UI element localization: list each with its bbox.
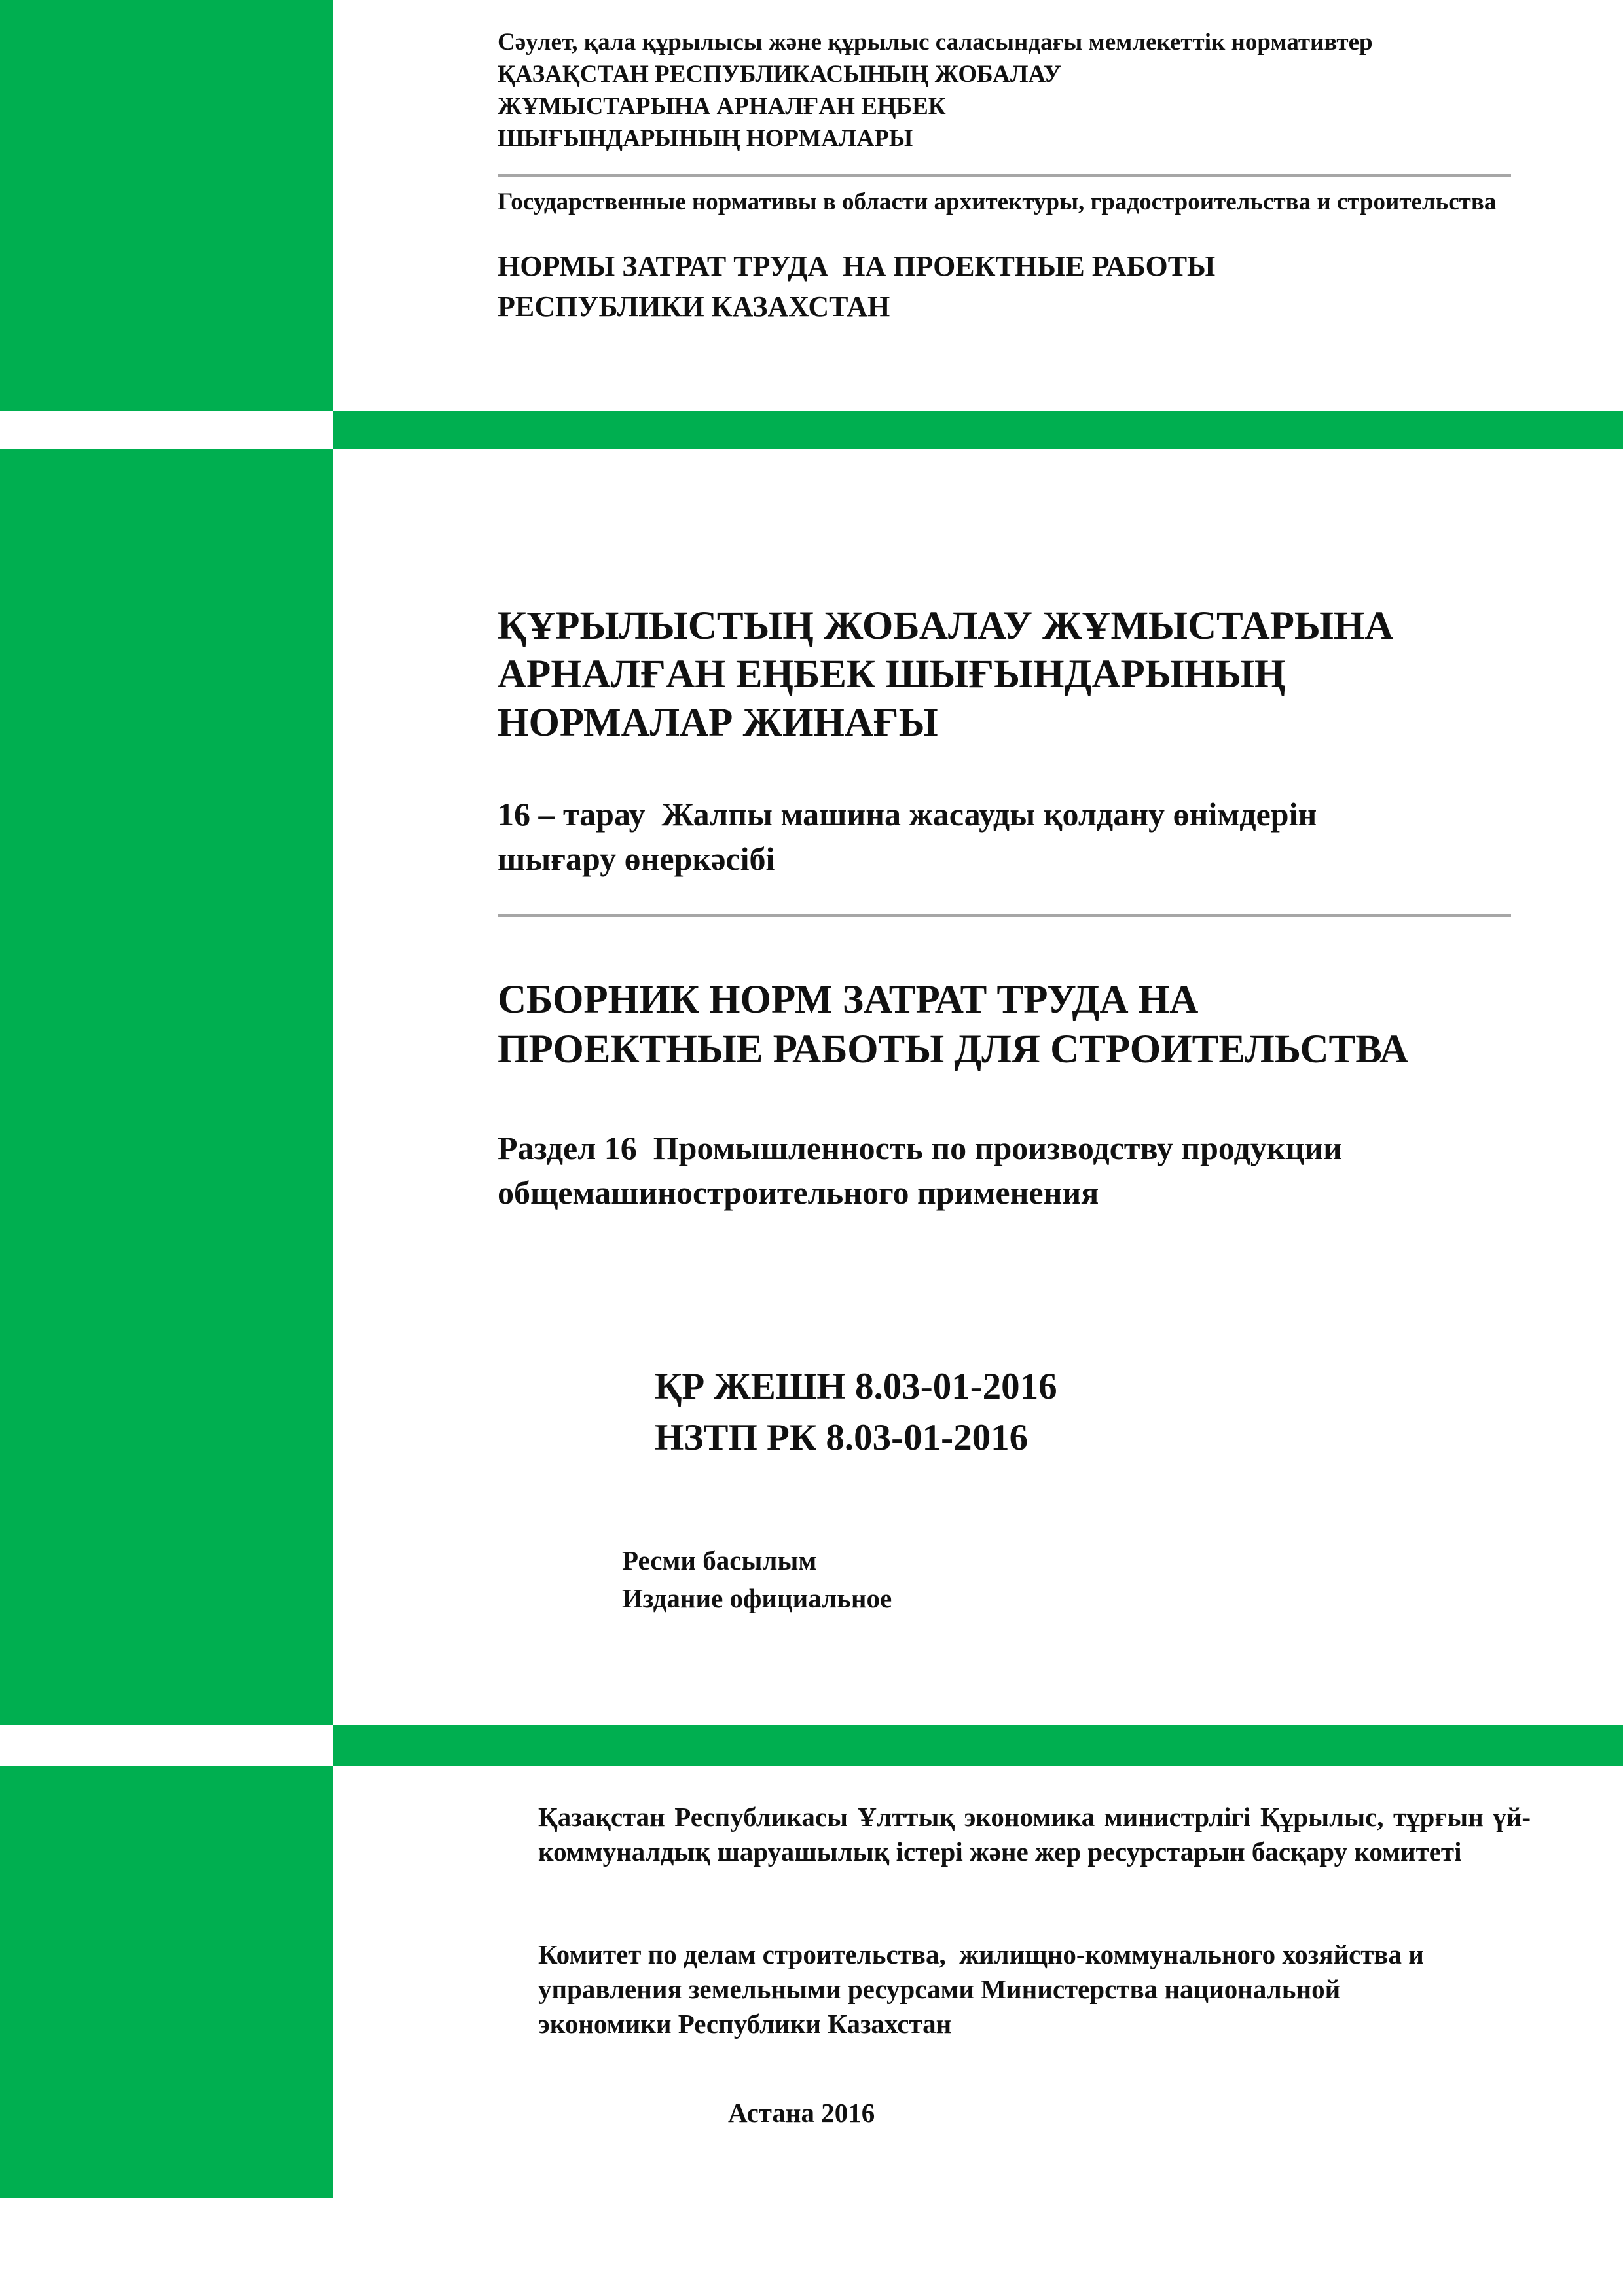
city-year: Астана 2016 xyxy=(728,2098,875,2128)
edition-label-ru: Издание официальное xyxy=(622,1583,892,1613)
main-title-kz-line: НОРМАЛАР ЖИНАҒЫ xyxy=(498,701,938,745)
green-block-middle-left xyxy=(0,449,333,1725)
edition-label-kz: Ресми басылым xyxy=(622,1545,817,1575)
header-kz-line: ҚАЗАҚСТАН РЕСПУБЛИКАСЫНЫҢ ЖОБАЛАУ xyxy=(498,61,1062,88)
section-subtitle-ru-line: общемашиностроительного применения xyxy=(498,1174,1099,1211)
header-kz-line: ШЫҒЫНДАРЫНЫҢ НОРМАЛАРЫ xyxy=(498,125,913,152)
publisher-ru xyxy=(538,1937,1531,2041)
green-stripe-bottom xyxy=(333,1725,1623,1766)
publisher-kz: Қазақстан Республикасы Ұлттық экономика министрлігі Құрылыс, тұрғын үй-коммуналдық шаруашылық істері және жер ресурстарын басқару комитеті xyxy=(538,1802,1531,1867)
header-kz-line: ЖҰМЫСТАРЫНА АРНАЛҒАН ЕҢБЕК xyxy=(498,93,946,120)
document-code-ru: НЗТП РК 8.03-01-2016 xyxy=(655,1417,1029,1458)
header-kz-line: Сәулет, қала құрылысы және құрылыс саласындағы мемлекеттік нормативтер xyxy=(498,29,1373,56)
main-title-ru-line: СБОРНИК НОРМ ЗАТРАТ ТРУДА НА xyxy=(498,978,1199,1022)
main-title-ru xyxy=(498,975,1545,1075)
header-ru-title xyxy=(498,246,1519,327)
header-ru-series: Государственные нормативы в области архитектуры, градостроительства и строительства xyxy=(498,188,1497,215)
publisher-ru-line: экономики Республики Казахстан xyxy=(538,2009,952,2039)
section-subtitle-kz xyxy=(498,792,1545,881)
publisher-ru-line: управления земельными ресурсами Министерства национальной xyxy=(538,1974,1341,2004)
section-subtitle-ru-line: Раздел 16 Промышленность по производству продукции xyxy=(498,1130,1342,1166)
main-title-ru-line: ПРОЕКТНЫЕ РАБОТЫ ДЛЯ СТРОИТЕЛЬСТВА xyxy=(498,1028,1409,1071)
divider-rule-middle xyxy=(498,914,1511,917)
header-ru-title-line: НОРМЫ ЗАТРАТ ТРУДА НА ПРОЕКТНЫЕ РАБОТЫ xyxy=(498,250,1216,282)
edition-label xyxy=(622,1541,892,1617)
green-block-bottom-left xyxy=(0,1766,333,2198)
section-subtitle-kz-line: шығару өнеркәсібі xyxy=(498,840,775,877)
divider-rule-top xyxy=(498,174,1511,177)
header-kz-series xyxy=(498,26,1519,154)
section-subtitle-ru xyxy=(498,1126,1545,1215)
publisher-ru-line: Комитет по делам строительства, жилищно-коммунального хозяйства и xyxy=(538,1939,1424,1969)
green-stripe-top xyxy=(333,411,1623,449)
document-code-kz: ҚР ЖЕШН 8.03-01-2016 xyxy=(655,1366,1057,1407)
section-subtitle-kz-line: 16 – тарау Жалпы машина жасауды қолдану өнімдерін xyxy=(498,796,1317,833)
header-ru-title-line: РЕСПУБЛИКИ КАЗАХСТАН xyxy=(498,291,890,323)
green-block-top-left xyxy=(0,0,333,411)
main-title-kz-line: АРНАЛҒАН ЕҢБЕК ШЫҒЫНДАРЫНЫҢ xyxy=(498,653,1286,696)
document-codes xyxy=(655,1361,1057,1463)
main-title-kz-line: ҚҰРЫЛЫСТЫҢ ЖОБАЛАУ ЖҰМЫСТАРЫНА xyxy=(498,604,1394,648)
main-title-kz xyxy=(498,602,1545,747)
